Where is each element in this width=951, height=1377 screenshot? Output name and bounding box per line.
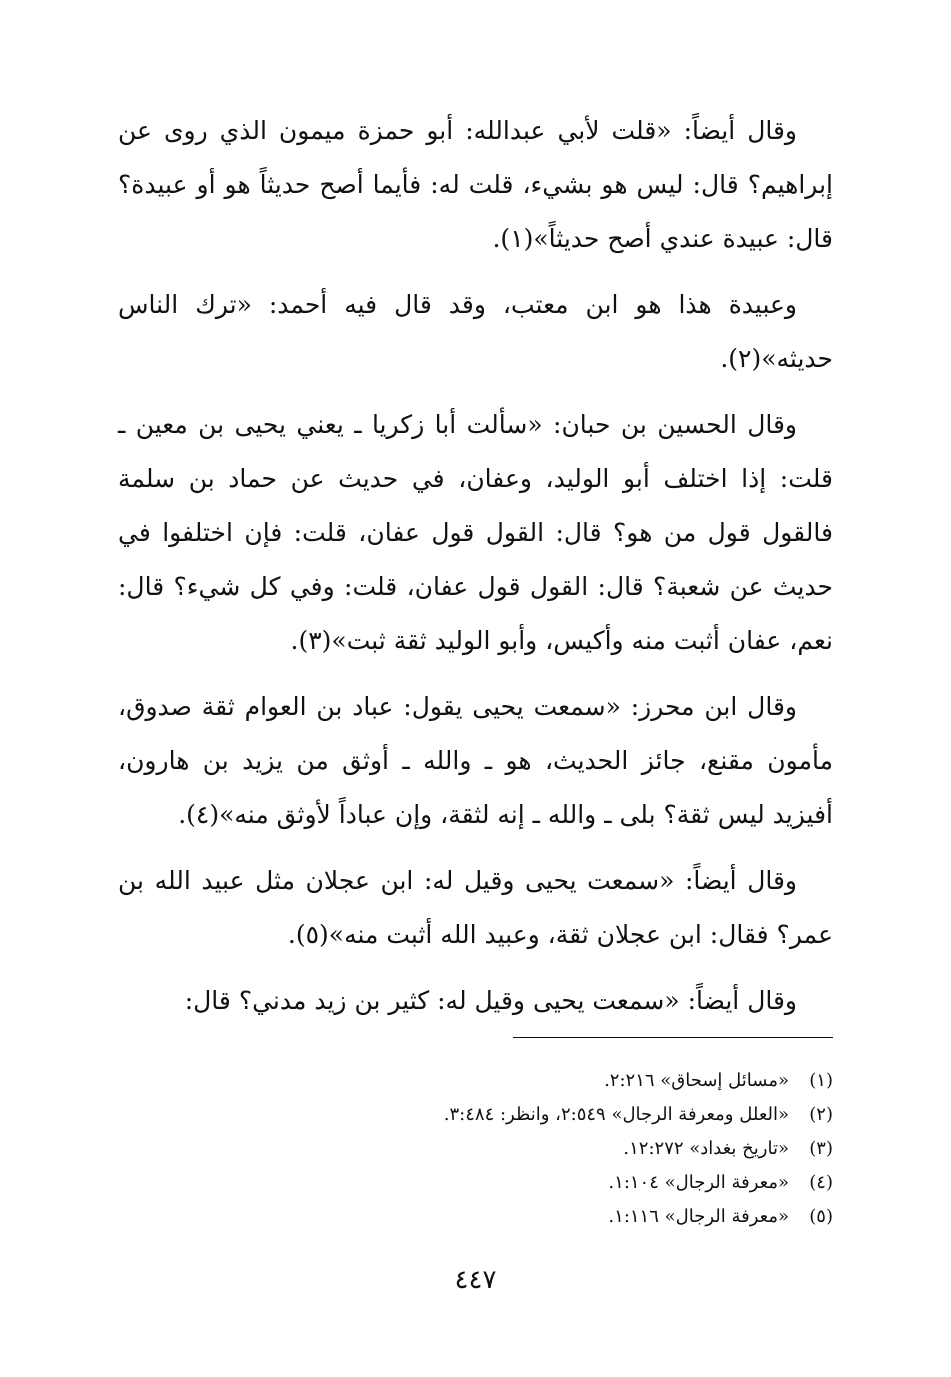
footnote-item [118, 1064, 833, 1098]
footnote-text: «معرفة الرجال» ١:١٠٤. [608, 1172, 789, 1193]
paragraph: وقال أيضاً: «قلت لأبي عبدالله: أبو حمزة ميمون الذي روى عن إبراهيم؟ قال: ليس هو بشيء، قلت له: فأيما أصح حديثاً هو أو عبيدة؟ قال: عبيدة عندي أصح حديثاً»(١). [118, 116, 833, 253]
footnote-text: «مسائل إسحاق» ٢:٢١٦. [604, 1070, 789, 1091]
paragraph: وعبيدة هذا هو ابن معتب، وقد قال فيه أحمد: «ترك الناس حديثه»(٢). [118, 290, 833, 373]
body-text [118, 104, 833, 1028]
footnote-number: (٤) [809, 1172, 833, 1193]
footnote-item [118, 1166, 833, 1200]
footnote-number: (٥) [809, 1206, 833, 1227]
page-number: ٤٤٧ [454, 1265, 497, 1295]
footnote-text: «معرفة الرجال» ١:١١٦. [608, 1206, 789, 1227]
footnote-number: (٣) [809, 1138, 833, 1159]
footnote-text: «العلل ومعرفة الرجال» ٢:٥٤٩، وانظر: ٣:٤٨٤. [443, 1104, 789, 1125]
footnote-text: «تاريخ بغداد» ١٢:٢٧٢. [623, 1138, 789, 1159]
footnote-item [118, 1200, 833, 1234]
footnote-item [118, 1098, 833, 1132]
paragraph: وقال أيضاً: «سمعت يحيى وقيل له: ابن عجلان مثل عبيد الله بن عمر؟ فقال: ابن عجلان ثقة، وعبيد الله أثبت منه»(٥). [118, 866, 833, 949]
footnotes [118, 1064, 833, 1234]
paragraph: وقال ابن محرز: «سمعت يحيى يقول: عباد بن العوام ثقة صدوق، مأمون مقنع، جائز الحديث، هو ـ والله ـ أوثق من يزيد بن هارون، أفيزيد ليس ثقة؟ بلى ـ والله ـ إنه لثقة، وإن عباداً لأوثق منه»(٤). [118, 692, 833, 829]
paragraph: وقال أيضاً: «سمعت يحيى وقيل له: كثير بن زيد مدني؟ قال: [184, 986, 797, 1015]
footnote-item [118, 1132, 833, 1166]
paragraph: وقال الحسين بن حبان: «سألت أبا زكريا ـ يعني يحيى بن معين ـ قلت: إذا اختلف أبو الوليد، وعفان، في حديث عن حماد بن سلمة فالقول قول من هو؟ قال: القول قول عفان، قلت: فإن اختلفوا في حديث عن شعبة؟ قال: القول قول عفان، قلت: وفي كل شيء؟ قال: نعم، عفان أثبت منه وأكيس، وأبو الوليد ثقة ثبت»(٣). [118, 410, 834, 655]
footnote-number: (٢) [809, 1104, 833, 1125]
footnote-number: (١) [809, 1070, 833, 1091]
footnote-divider [513, 1037, 833, 1038]
